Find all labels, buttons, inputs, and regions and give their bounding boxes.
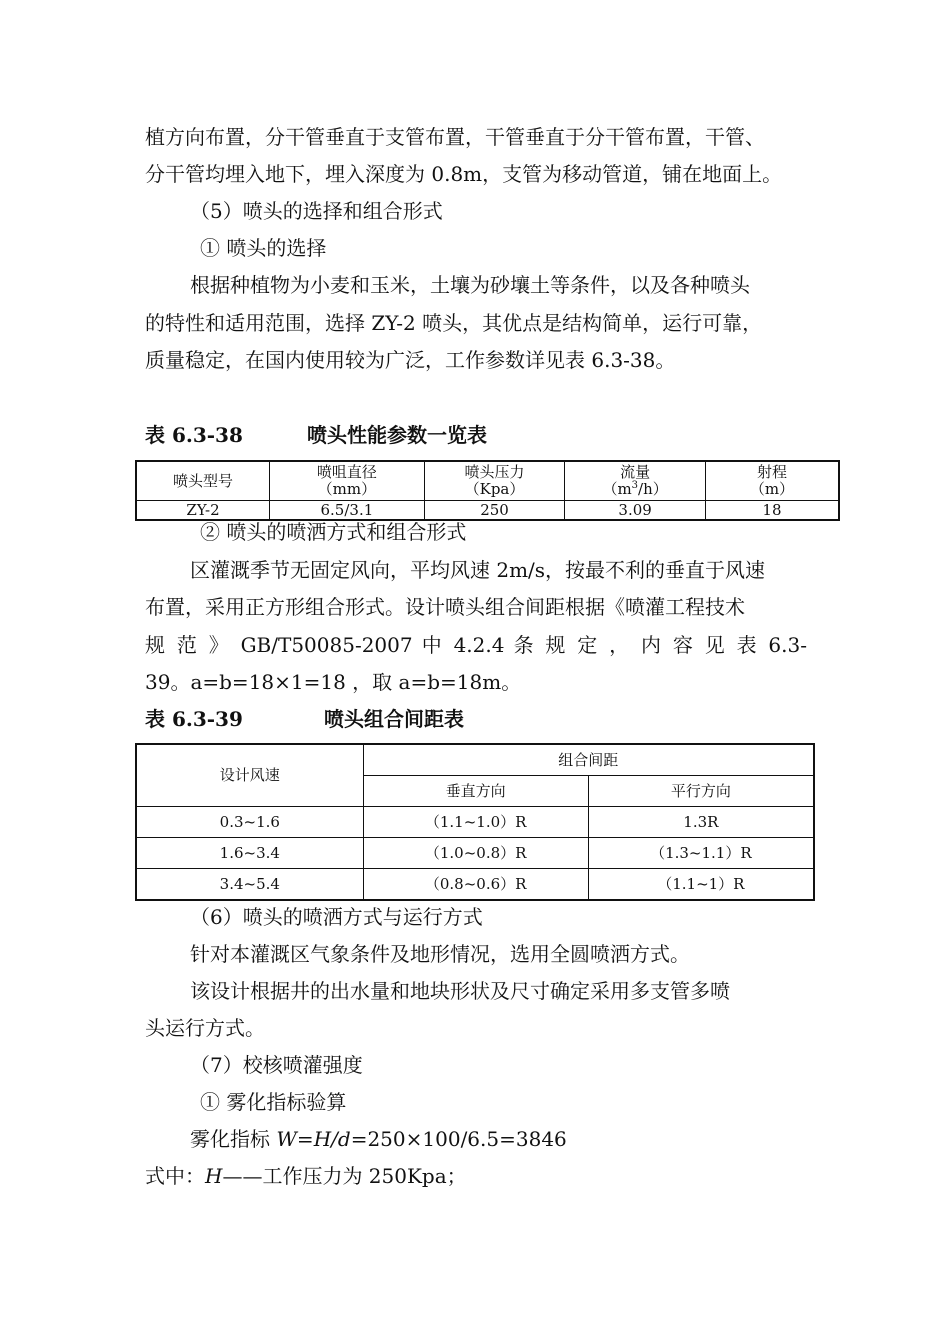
table-number: 表 6.3-38 <box>145 423 243 447</box>
table-cell: 18 <box>705 501 839 521</box>
table-cell: （0.8~0.6）R <box>363 869 588 901</box>
paragraph-line: 质量稳定，在国内使用较为广泛，工作参数详见表 6.3-38。 <box>145 348 676 372</box>
table-cell: 6.5/3.1 <box>270 501 425 521</box>
paragraph-line: 39。a=b=18×1=18 ，取 a=b=18m。 <box>145 670 522 694</box>
subsection-heading: ① 雾化指标验算 <box>200 1090 347 1114</box>
header-cell: 组合间距 <box>363 744 814 776</box>
table-number: 表 6.3-39 <box>145 707 243 731</box>
nozzle-spacing-table <box>135 743 815 901</box>
paragraph-line: 植方向布置，分干管垂直于支管布置，干管垂直于分干管布置，干管、 <box>145 125 765 149</box>
table-cell: （1.1~1）R <box>588 869 814 901</box>
table-cell: 3.09 <box>565 501 706 521</box>
table-cell: 1.6~3.4 <box>136 838 363 869</box>
table-title: 喷头组合间距表 <box>324 707 464 731</box>
subsection-heading: ② 喷头的喷洒方式和组合形式 <box>200 520 467 544</box>
formula-line: 雾化指标 W=H/d=250×100/6.5=3846 <box>190 1127 567 1151</box>
paragraph-line: 的特性和适用范围，选择 ZY-2 喷头，其优点是结构简单，运行可靠， <box>145 311 763 335</box>
nozzle-parameter-table <box>135 460 840 521</box>
table-cell: 1.3R <box>588 807 814 838</box>
table-title: 喷头性能参数一览表 <box>307 423 487 447</box>
paragraph-line: 头运行方式。 <box>145 1016 265 1040</box>
definition-line: 式中：H——工作压力为 250Kpa； <box>145 1164 467 1188</box>
table-header-row <box>136 744 814 776</box>
header-cell: 喷头型号 <box>136 461 270 501</box>
table-cell: （1.1~1.0）R <box>363 807 588 838</box>
table-row <box>136 501 839 521</box>
table-cell: ZY-2 <box>136 501 270 521</box>
table-cell: （1.0~0.8）R <box>363 838 588 869</box>
section-heading: （6）喷头的喷洒方式与运行方式 <box>190 905 483 929</box>
header-cell: 射程 （m） <box>705 461 839 501</box>
paragraph-line: 规 范 》 GB/T50085-2007 中 4.2.4 条 规 定 ， 内 容 见 表 6.3- <box>145 633 807 657</box>
table-caption <box>145 706 464 732</box>
table-row <box>136 838 814 869</box>
table-header-row <box>136 461 839 501</box>
subsection-heading: ① 喷头的选择 <box>200 236 327 260</box>
header-cell: 垂直方向 <box>363 776 588 807</box>
header-cell: 喷咀直径 （mm） <box>270 461 425 501</box>
table-cell: 250 <box>424 501 565 521</box>
section-heading: （7）校核喷灌强度 <box>190 1053 363 1077</box>
paragraph-line: 该设计根据井的出水量和地块形状及尺寸确定采用多支管多喷 <box>190 979 730 1003</box>
paragraph-line: 针对本灌溉区气象条件及地形情况，选用全圆喷洒方式。 <box>190 942 690 966</box>
header-cell: 平行方向 <box>588 776 814 807</box>
paragraph-line: 分干管均埋入地下，埋入深度为 0.8m，支管为移动管道，铺在地面上。 <box>145 162 783 186</box>
table-cell: 3.4~5.4 <box>136 869 363 901</box>
table-cell: 0.3~1.6 <box>136 807 363 838</box>
header-cell: 设计风速 <box>136 744 363 807</box>
table-row <box>136 869 814 901</box>
table-cell: （1.3~1.1）R <box>588 838 814 869</box>
header-cell: 流量 $(m^3/h)$ <box>565 461 706 501</box>
header-cell: 喷头压力 （Kpa） <box>424 461 565 501</box>
section-heading: （5）喷头的选择和组合形式 <box>190 199 443 223</box>
table-caption <box>145 422 487 448</box>
paragraph-line: 根据种植物为小麦和玉米，土壤为砂壤土等条件，以及各种喷头 <box>190 273 750 297</box>
paragraph-line: 区灌溉季节无固定风向，平均风速 2m/s，按最不利的垂直于风速 <box>190 558 766 582</box>
table-row <box>136 807 814 838</box>
paragraph-line: 布置，采用正方形组合形式。设计喷头组合间距根据《喷灌工程技术 <box>145 595 745 619</box>
